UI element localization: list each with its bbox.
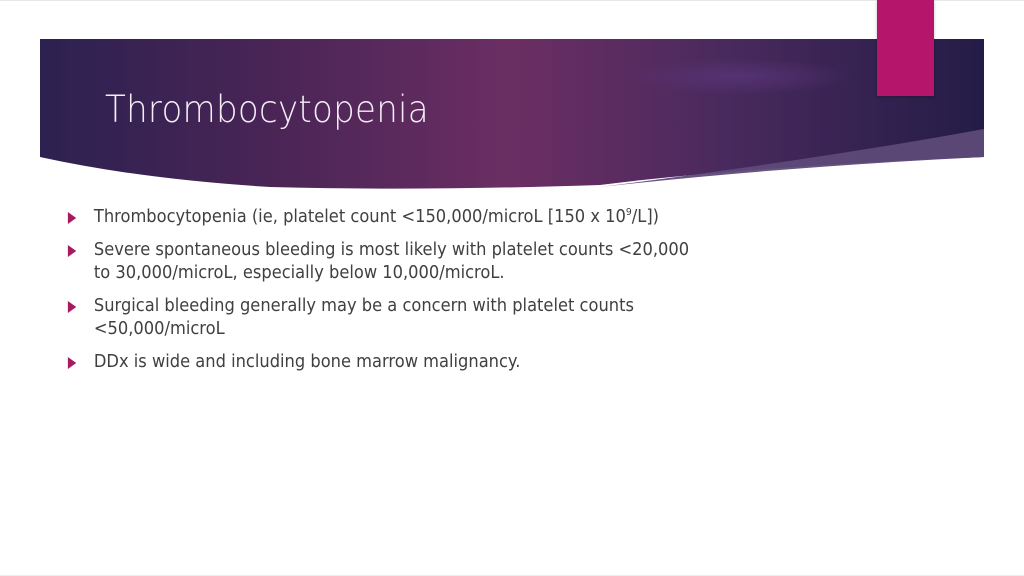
triangle-right-icon xyxy=(68,357,76,369)
bullet-text-line1: DDx is wide and including bone marrow malignancy. xyxy=(93,352,521,372)
triangle-right-icon xyxy=(68,245,76,257)
top-divider xyxy=(0,0,1024,1)
bullet-item xyxy=(66,239,736,285)
bullet-item xyxy=(66,351,736,374)
bullet-item xyxy=(66,206,736,229)
bullet-text-line2: <50,000/microL xyxy=(93,319,225,339)
triangle-right-icon xyxy=(68,301,76,313)
accent-tab xyxy=(877,0,934,96)
bullet-list xyxy=(66,206,786,384)
bullet-text-line2: to 30,000/microL, especially below 10,000/microL. xyxy=(93,263,505,283)
slide-title: Thrombocytopenia xyxy=(105,88,429,131)
bullet-text: /L]) xyxy=(631,207,660,227)
triangle-right-icon xyxy=(68,212,76,224)
bullet-text-line1: Surgical bleeding generally may be a concern with platelet counts xyxy=(93,296,634,316)
superscript: 9 xyxy=(625,207,632,218)
bullet-text-line1: Severe spontaneous bleeding is most likely with platelet counts <20,000 xyxy=(93,240,690,260)
bullet-item xyxy=(66,295,736,341)
bullet-text: Thrombocytopenia (ie, platelet count <150,000/microL [150 x 10 xyxy=(93,207,626,227)
